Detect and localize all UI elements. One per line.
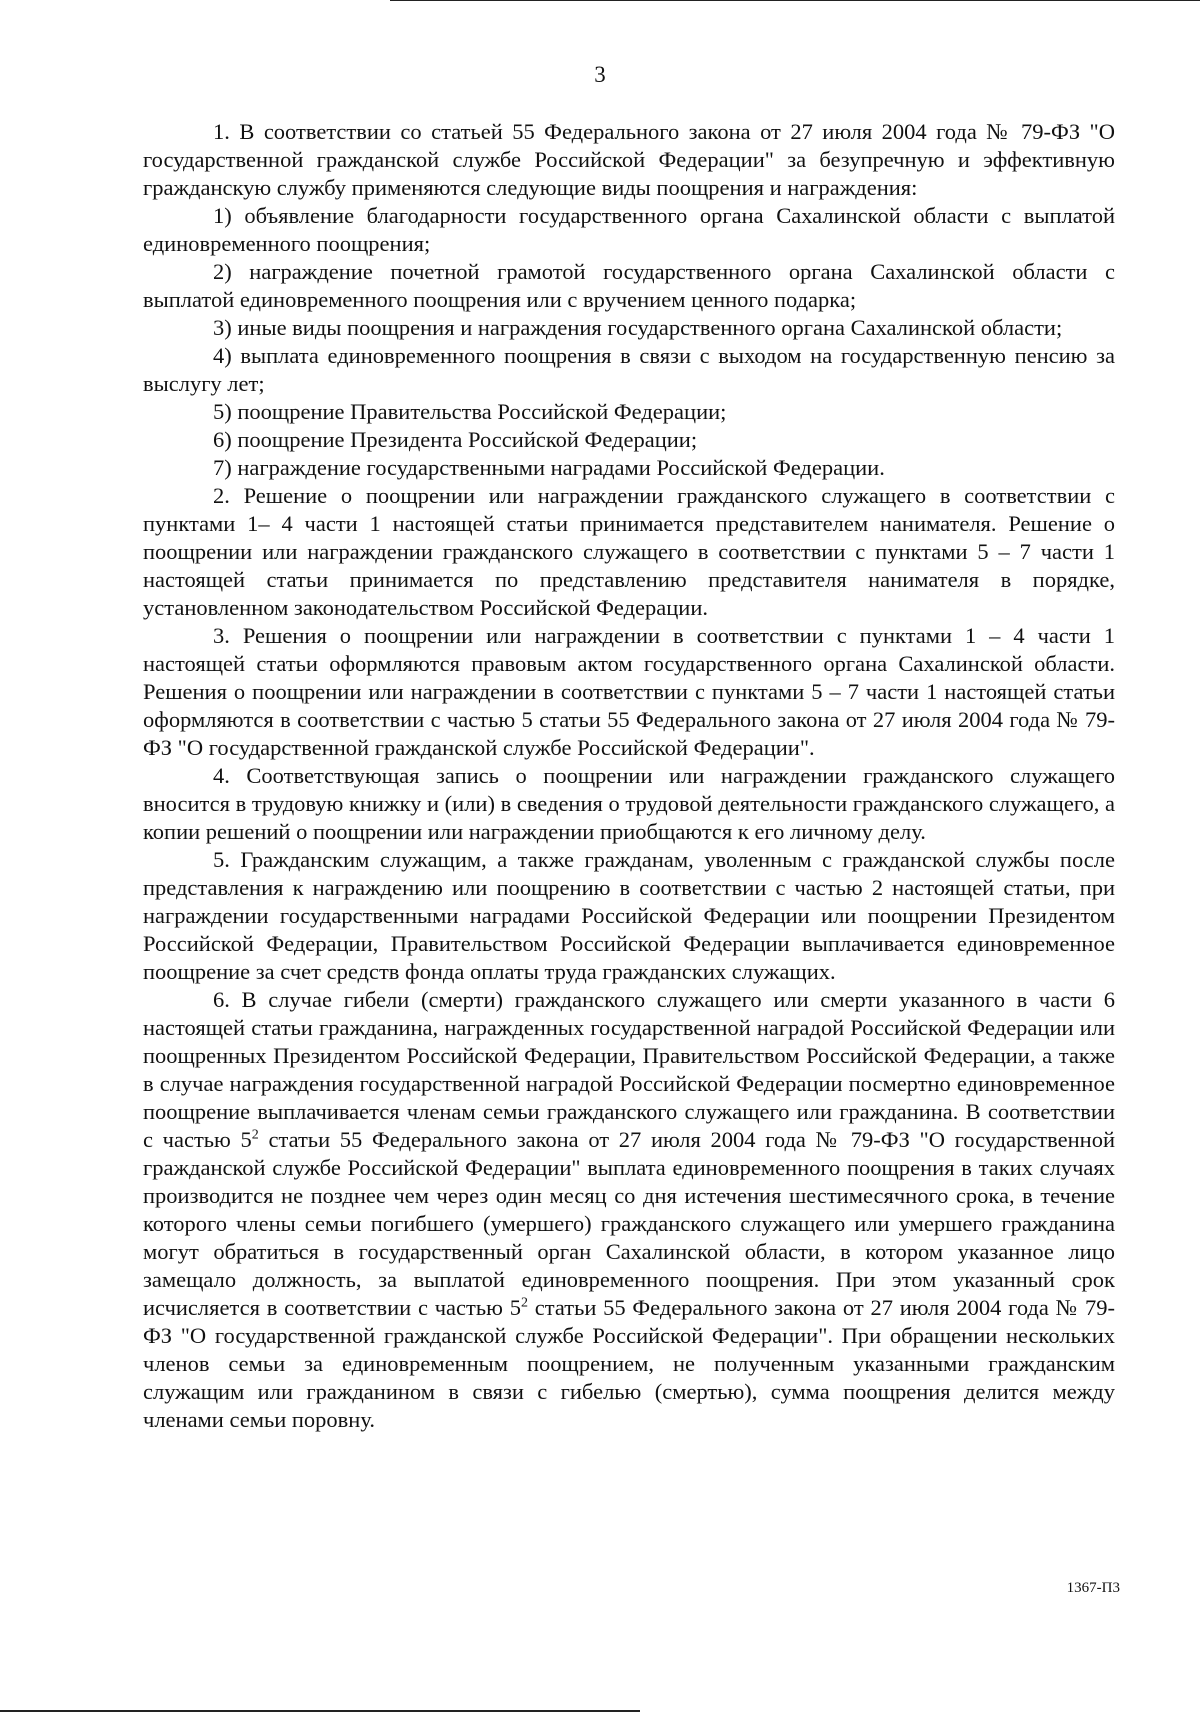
list-item-5: 5) поощрение Правительства Российской Федерации; [213, 399, 727, 424]
document-code: 1367-П3 [1066, 1580, 1120, 1596]
list-item-3: 3) иные виды поощрения и награждения государственного органа Сахалинской области; [213, 315, 1063, 340]
page-number: 3 [594, 62, 606, 87]
paragraph-6-part-a: 6. В случае гибели (смерти) гражданского служащего или смерти указанного в части 6 настоящей статьи гражданина, награжденных государственной наградой Российской Федерации или поощренных Президентом Российской Федерации, Правительством Российской Федерации, а также в случае награждения государственной наградой Российской Федерации посмертно единовременное поощрение выплачивается членам семьи гражданского служащего или гражданина. В соответствии с частью 5 [143, 987, 1115, 1152]
paragraph-6 [143, 986, 1115, 1434]
paragraph-4: 4. Соответствующая запись о поощрении или награждении гражданского служащего вносится в трудовую книжку и (или) в сведения о трудовой деятельности гражданского служащего, а копии решений о поощрении или награждении приобщаются к его личному делу. [143, 763, 1115, 844]
list-item-2: 2) награждение почетной грамотой государственного органа Сахалинской области с выплатой единовременного поощрения или с вручением ценного подарка; [143, 259, 1115, 312]
superscript-b: 2 [520, 1295, 528, 1311]
paragraph-5: 5. Гражданским служащим, а также гражданам, уволенным с гражданской службы после представления к награждению или поощрению в соответствии с частью 2 настоящей статьи, при награждении государственными наградами Российской Федерации или поощрении Президентом Российской Федерации, Правительством Российской Федерации выплачивается единовременное поощрение за счет средств фонда оплаты труда гражданских служащих. [143, 847, 1115, 984]
paragraph-6-part-c: статьи 55 Федерального закона от 27 июля 2004 года № 79-ФЗ "О государственной гражданской службе Российской Федерации". При обращении нескольких членов семьи за единовременным поощрением, не полученным указанными гражданским служащим или гражданином в связи с гибелью (смертью), сумма поощрения делится между членами семьи поровну. [143, 1295, 1115, 1432]
superscript-a: 2 [251, 1127, 259, 1143]
list-item-4: 4) выплата единовременного поощрения в связи с выходом на государственную пенсию за выслугу лет; [143, 343, 1115, 396]
document-body [143, 118, 1115, 1434]
paragraph-2: 2. Решение о поощрении или награждении гражданского служащего в соответствии с пунктами 1– 4 части 1 настоящей статьи принимается представителем нанимателя. Решение о поощрении или награждении гражданского служащего в соответствии с пунктами 5 – 7 части 1 настоящей статьи принимается по представлению представителя нанимателя в порядке, установленном законодательством Российской Федерации. [143, 483, 1115, 620]
scan-edge-line-bottom [0, 1710, 640, 1712]
list-item-6: 6) поощрение Президента Российской Федерации; [213, 427, 698, 452]
paragraph-3: 3. Решения о поощрении или награждении в соответствии с пунктами 1 – 4 части 1 настоящей статьи оформляются правовым актом государственного органа Сахалинской области. Решения о поощрении или награждении в соответствии с пунктами 5 – 7 части 1 настоящей статьи оформляются в соответствии с частью 5 статьи 55 Федерального закона от 27 июля 2004 года № 79-ФЗ "О государственной гражданской службе Российской Федерации". [143, 623, 1115, 760]
list-item-1: 1) объявление благодарности государственного органа Сахалинской области с выплатой единовременного поощрения; [143, 203, 1115, 256]
paragraph-6-part-b: статьи 55 Федерального закона от 27 июля 2004 года № 79-ФЗ "О государственной гражданской службе Российской Федерации" выплата единовременного поощрения в таких случаях производится не позднее чем через один месяц со дня истечения шестимесячного срока, в течение которого члены семьи погибшего (умершего) гражданского служащего или умершего гражданина могут обратиться в государственный орган Сахалинской области, в котором указанное лицо замещало должность, за выплатой единовременного поощрения. При этом указанный срок исчисляется в соответствии с частью 5 [143, 1127, 1115, 1320]
paragraph-1: 1. В соответствии со статьей 55 Федерального закона от 27 июля 2004 года № 79-ФЗ "О государственной гражданской службе Российской Федерации" за безупречную и эффективную гражданскую службу применяются следующие виды поощрения и награждения: [143, 119, 1115, 200]
scan-edge-line-top [390, 0, 1200, 1]
list-item-7: 7) награждение государственными наградами Российской Федерации. [213, 455, 885, 480]
